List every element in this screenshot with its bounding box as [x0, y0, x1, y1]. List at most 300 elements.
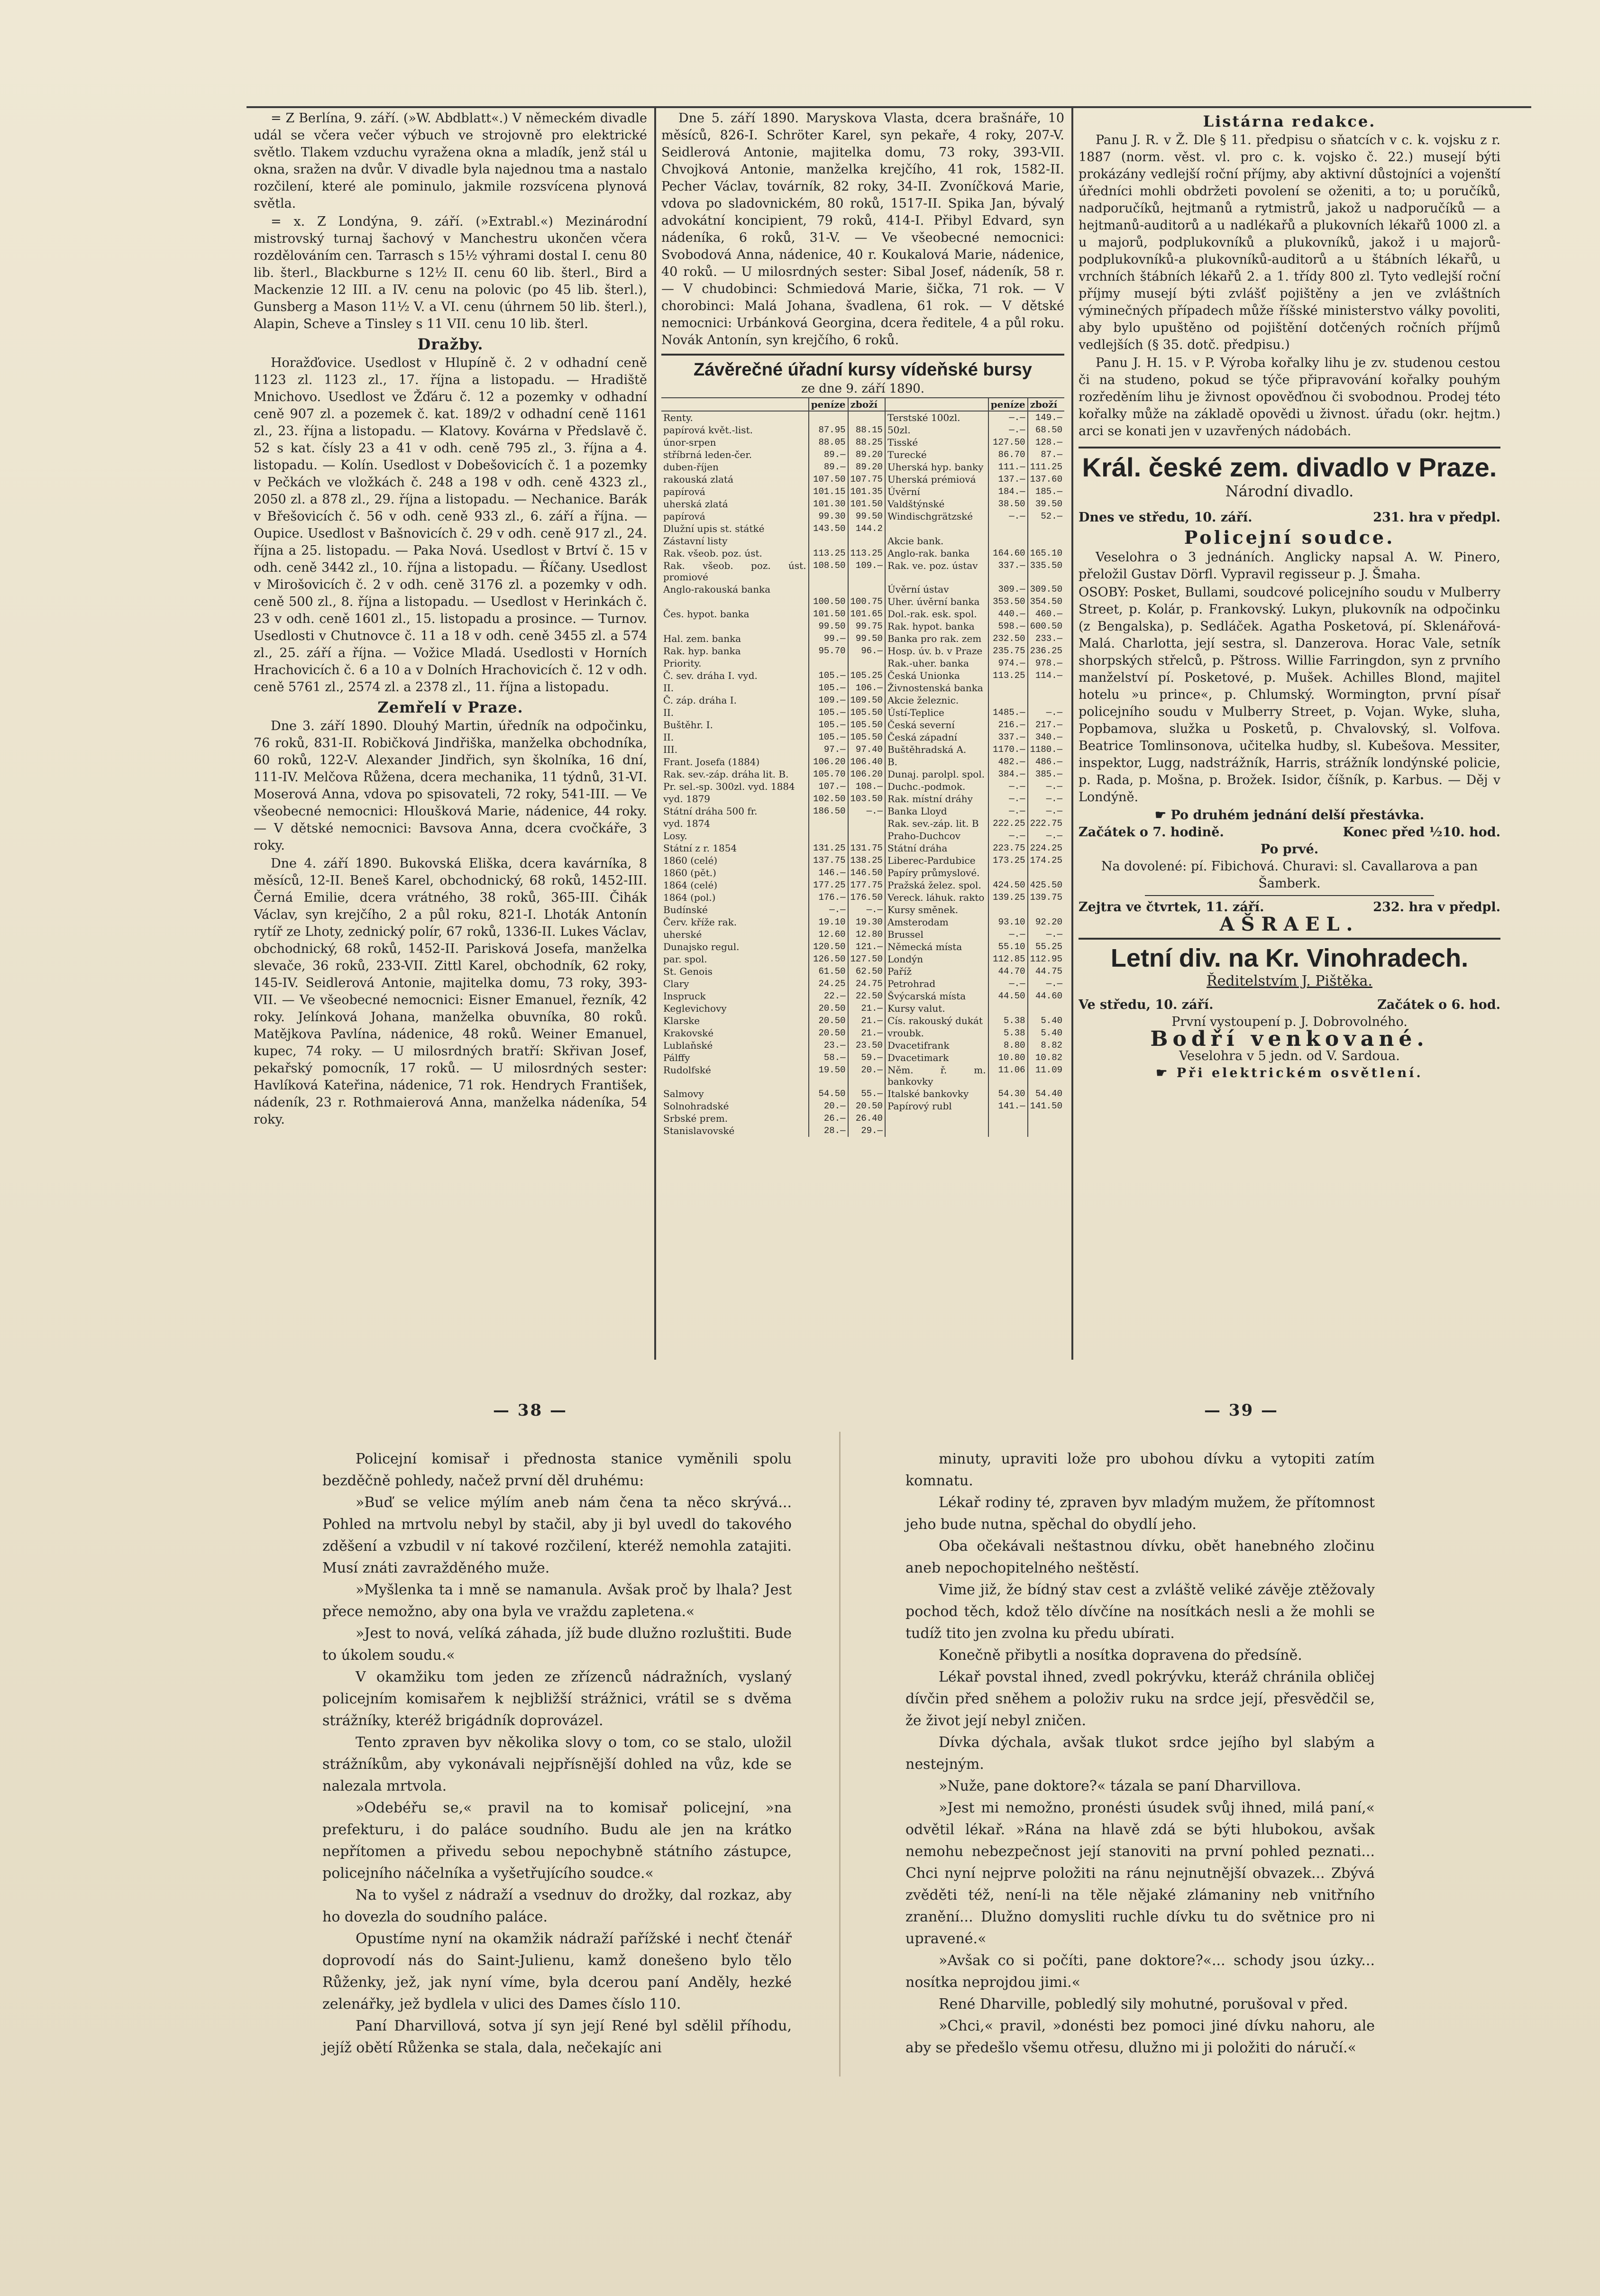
bourse-row: [661, 498, 1064, 510]
bourse-cell: Čes. hypot. banka: [661, 608, 809, 620]
bourse-row: [661, 694, 1064, 706]
bourse-cell: —.—: [1046, 707, 1062, 718]
bourse-cell: Uherská hyp. banky: [885, 461, 988, 473]
bourse-cell: Paříž: [885, 965, 988, 978]
bourse-cell: 235.75: [988, 645, 1028, 657]
bourse-cell: 20.50: [848, 1100, 885, 1112]
bourse-cell: stříbrná leden-čer.: [661, 448, 809, 461]
bourse-cell: Rak. hypot. banka: [885, 620, 988, 632]
bourse-cell: Dunajsko regul.: [661, 941, 809, 953]
bourse-cell: Česká západní: [885, 731, 988, 743]
bourse-cell: 353.50: [988, 595, 1028, 608]
bourse-cell: III.: [661, 743, 809, 756]
summer-play-description: Veselohra v 5 jedn. od V. Sardoua.: [1179, 1049, 1400, 1063]
bourse-cell: Rak. sev.-záp. lit. B: [885, 817, 988, 830]
bourse-cell: 19.10: [809, 916, 848, 928]
bourse-cell: 105.—: [809, 706, 848, 719]
column-news: [254, 110, 647, 1352]
bourse-cell: 89.—: [809, 448, 848, 461]
bourse-cell: 385.—: [1035, 769, 1062, 779]
bourse-cell: [1028, 522, 1064, 535]
bourse-cell: 173.25: [988, 854, 1028, 867]
bourse-cell: Akcie železnic.: [885, 694, 988, 706]
bourse-row: [661, 941, 1064, 953]
deaths-sept-4: Dne 4. září 1890. Bukovská Eliška, dcera kavárníka, 8 měsíců, 12-II. Beneš Karel, obchodnický, 68 roků, 1452-III. Černá Emilie, dcera vrátného, 38 roků, 365-III. Čihák Václav, syn krejčího, 2 a půl roku, 821-I. Lhoták Antonín rytíř ze Lhoty, zednický polír, 67 roků, 1336-II. Lukes Václav, obchodnický, 68 roků, 1452-II. Parisková Josefa, manželka slevače, 36 roků, 233-VII. Zittl Karel, obchodník, 62 roky, 145-IV. Seidlerová Antonie, majitelka domu, 73 roky, 393-VII. — Ve všeobecné nemocnici: Eisner Emanuel, řezník, 42 roky. Jelínková Johana, manželka obuvníka, 80 roků. Matějkova Pavlína, nádenice, 48 roků. Weiner Emanuel, kupec, 74 roky. — U milosrdných bratří: Skřivan Josef, pekařský pomocník, 17 roků. — U milosrdných sester: Havlíková Kateřina, nádenice, 71 rok. Hendrych František, nádeník, 23 r. Rothmaierová Anna, manželka nádeníka, 54 roky.: [254, 856, 647, 1127]
bourse-cell: 1170.—: [988, 743, 1028, 756]
bourse-cell: 54.50: [809, 1088, 848, 1100]
bourse-cell: 8.82: [1041, 1040, 1062, 1051]
deaths-sept-5: Dne 5. září 1890. Maryskova Vlasta, dcera brašnáře, 10 měsíců, 826-I. Schröter Karel, syn pekaře, 4 roky, 207-V. Seidlerová Antonie, majitelka domu, 73 roky, 393-VII. Chvojková Antonie, manželka krejčího, 41 rok, 1582-II. Pecher Václav, továrník, 82 roky, 34-II. Zvoníčková Marie, vdova po sladovnickém, 80 roků, 1517-II. Spika Jan, bývalý advokátní koncipient, 79 roků, 414-I. Přibyl Edvard, syn nádeníka, 6 roků, 31-V. — Ve všeobecné nemocnici: Svobodová Anna, nádenice, 40 r. Koukalová Marie, nádenice, 40 roků. — U milosrdných sester: Sibal Josef, nádeník, 58 r. — V chudobinci: Schmiedová Marie, šička, 71 rok. — V chorobinci: Malá Johana, švadlena, 61 rok. — V dětské nemocnici: Urbánková Georgina, dcera ředitele, 4 a půl roku. Novák Antonín, syn krejčího, 6 roků.: [661, 111, 1064, 348]
bourse-cell: 101.50: [809, 608, 848, 620]
bourse-row: [661, 1002, 1064, 1015]
bourse-cell: Rak. všeob. poz. úst.: [661, 547, 809, 559]
bourse-cell: papírová: [661, 510, 809, 522]
bourse-cell: [848, 535, 885, 547]
bourse-cell: 88.15: [848, 424, 885, 436]
bourse-cell: 38.50: [988, 498, 1028, 510]
bourse-cell: 1860 (celé): [661, 854, 809, 867]
bourse-row: [661, 510, 1064, 522]
bourse-cell: Uherská prémiová: [885, 473, 988, 485]
bourse-cell: Krakovské: [661, 1027, 809, 1039]
bourse-cell: 121.—: [848, 941, 885, 953]
bourse-cell: 384.—: [988, 768, 1028, 780]
bourse-cell: 109.50: [848, 694, 885, 706]
bourse-cell: 54.30: [988, 1088, 1028, 1100]
bourse-cell: 21.—: [848, 1027, 885, 1039]
bourse-cell: St. Genois: [661, 965, 809, 978]
play-cast: OSOBY: Posket, Bullami, soudcové policejního soudu v Mulberry Street, p. Kolár, p. Frankovský. Lukyn, plukovník na odpočinku (z Bengalska), p. Sedláček. Agatha Posketová, pí. Sklenářová-Malá. Charlotta, její sestra, sl. Danzerova. Horac Vale, setník shorpských střelců, p. Pštross. Willie Farringdon, syn z prvního manželství pí. Posketové, p. Mušek. Achilles Blond, majitel hotelu »u prince«, p. Chlumský. Wormington, první písař policejního soudu v Mulberry Street, p. Vojan. Wyke, sluha, Popbamova, služka u Posketů, p. Chvalovský, sl. Volfova. Beatrice Tomlinsonova, učitelka hudby, sl. Kubešova. Messiter, inspektor, Lugg, nadstrážník, Harris, strážník londýnské policie, p. Rada, p. Mošna, p. Brožek. Isidor, číšník, p. Karbus. — Děj v Londýně.: [1079, 585, 1500, 805]
bourse-row: [661, 756, 1064, 768]
bourse-cell: Salmovy: [661, 1088, 809, 1100]
bourse-cell: Dlužní upis st. státké: [661, 522, 809, 535]
bourse-cell: duben-říjen: [661, 461, 809, 473]
bourse-row: [661, 830, 1064, 842]
bourse-row: [661, 780, 1064, 793]
serial-paragraph: »Avšak co si počíti, pane doktore?«... schody jsou úzky... nosítka neprojdou jimi.«: [905, 1952, 1375, 1991]
bourse-cell: 112.85: [988, 953, 1028, 965]
serial-paragraph: »Odebéřu se,« pravil na to komisař policejní, »na prefekturu, i do paláce soudního. Budu ale jen na krátko nepřítomen a přivedu sebou nepochybně státního zástupce, policejního náčelníka a vyšetřujícího soudce.«: [322, 1800, 792, 1882]
bourse-cell: 1860 (pět.): [661, 867, 809, 879]
bourse-cell: [988, 682, 1028, 694]
bourse-cell: 137.75: [809, 854, 848, 867]
bourse-cell: 99.50: [848, 510, 885, 522]
today-row: [1079, 509, 1500, 526]
electric-lighting-note: ☛ Při elektrickém osvětlení.: [1156, 1066, 1423, 1080]
bourse-row: [661, 632, 1064, 645]
bourse-row: [661, 657, 1064, 669]
bourse-cell: Uher. úvěrní banka: [885, 595, 988, 608]
bourse-cell: —.—: [1046, 979, 1062, 989]
bourse-cell: 224.25: [1030, 843, 1062, 853]
bourse-cell: 11.06: [988, 1064, 1028, 1088]
bourse-cell: Windischgrätzské: [885, 510, 988, 522]
column-rule-2: [1071, 108, 1073, 1360]
bourse-cell: [809, 411, 848, 424]
bourse-cell: —.—: [809, 904, 848, 916]
bourse-row: [661, 978, 1064, 990]
heading-deaths: Zemřelí v Praze.: [377, 698, 523, 716]
bourse-row: [661, 953, 1064, 965]
bourse-cell: 100.50: [809, 595, 848, 608]
bourse-cell: Úvěrní: [885, 485, 988, 498]
times-row: [1079, 824, 1500, 841]
serial-paragraph: Tento zpraven byv několika slovy o tom, co se stalo, uložil strážníkům, aby vykonávali nejpřísnější dohled na vůz, kde se nalezala mrtvola.: [322, 1734, 792, 1794]
bourse-cell: Pálffy: [661, 1052, 809, 1064]
column-deaths-and-bourse: [661, 110, 1064, 1352]
bourse-cell: Rak.-uher. banka: [885, 657, 988, 669]
play-title: Policejní soudce.: [1184, 527, 1395, 548]
bourse-cell: 58.—: [809, 1052, 848, 1064]
bourse-cell: [809, 817, 848, 830]
bourse-cell: Brussel: [885, 928, 988, 941]
bourse-cell: 12.60: [809, 928, 848, 941]
bourse-cell: [1028, 867, 1064, 879]
bourse-cell: Švýcarská místa: [885, 990, 988, 1002]
bourse-cell: [848, 830, 885, 842]
bourse-cell: Dol.-rak. esk. spol.: [885, 608, 988, 620]
bourse-cell: —.—: [988, 830, 1028, 842]
bourse-row: [661, 473, 1064, 485]
bourse-row: [661, 485, 1064, 498]
bourse-cell: 22.—: [809, 990, 848, 1002]
bourse-cell: 5.40: [1041, 1015, 1062, 1026]
bourse-row: [661, 583, 1064, 595]
bourse-cell: 131.75: [848, 842, 885, 854]
lower-divider: [839, 1432, 841, 2076]
pointing-hand-icon: ☛: [1154, 808, 1171, 823]
bourse-cell: 101.30: [809, 498, 848, 510]
bourse-row: [661, 1027, 1064, 1039]
bourse-cell: [988, 904, 1028, 916]
bourse-cell: Italské bankovky: [885, 1088, 988, 1100]
bourse-row: [661, 461, 1064, 473]
bourse-cell: 223.75: [988, 842, 1028, 854]
today-show-number: 231. hra v předpl.: [1373, 510, 1500, 525]
bourse-cell: 20.50: [809, 1015, 848, 1027]
bourse-row: [661, 559, 1064, 583]
bourse-cell: 89.—: [809, 461, 848, 473]
bourse-header: [885, 398, 988, 411]
bourse-cell: [1028, 1112, 1064, 1125]
bourse-cell: 20.50: [809, 1027, 848, 1039]
bourse-cell: 86.70: [988, 448, 1028, 461]
heading-auctions: Dražby.: [417, 335, 484, 353]
bourse-cell: 100.75: [848, 595, 885, 608]
bourse-cell: Srbské prem.: [661, 1112, 809, 1125]
bourse-cell: 24.25: [809, 978, 848, 990]
bourse-cell: —.—: [988, 780, 1028, 793]
bourse-cell: B.: [885, 756, 988, 768]
bourse-row: [661, 842, 1064, 854]
letters-text-2: Panu J. H. 15. v P. Výroba kořalky lihu je zv. studenou cestou či na studeno, pokud se týče připravování kořalky pouhým rozředěním lihu je živnost opověďnou či svobodnou. Prodej této kořalky může na základě opovědi u živnost. úřadu (okr. hejtm.) arci se konati jen v uzavřených nádobách.: [1079, 356, 1500, 439]
bourse-cell: Akcie bank.: [885, 535, 988, 547]
bourse-cell: Terstské 100zl.: [885, 411, 988, 424]
news-berlin: = Z Berlína, 9. září. (»W. Abdblatt«.) V německém divadle udál se včera večer výbuch ve strojovně pro elektrické světlo. Tlakem vzduchu vyražena okna a mladík, jenž stál u okna, sražen na dvůr. V divadle byla najednou tma a nastalo rozčilení, které ale pominulo, jakmile rozsvícena plynová světla.: [254, 111, 647, 211]
bourse-cell: [809, 583, 848, 595]
bourse-cell: 55.—: [848, 1088, 885, 1100]
bourse-cell: [988, 522, 1028, 535]
bourse-cell: 89.20: [848, 448, 885, 461]
bourse-row: [661, 1100, 1064, 1112]
bourse-cell: [809, 830, 848, 842]
bourse-header: peníze: [988, 398, 1028, 411]
bourse-cell: —.—: [988, 424, 1028, 436]
bourse-cell: [885, 522, 988, 535]
bourse-cell: 354.50: [1030, 596, 1062, 607]
deaths-sept-3: Dne 3. září 1890. Dlouhý Martin, úředník na odpočinku, 76 roků, 831-II. Robičková Jindřiška, manželka obchodníka, 60 roků, 122-V. Alexander Jindřich, syn školníka, 16 dní, 111-IV. Melčova Růžena, dcera mechanika, 11 týdnů, 31-VI. Moserová Anna, vdova po spisovateli, 72 roky, 541-III. — Ve všeobecné nemocnici: Hloušková Marie, nádenice, 44 roky. — V dětské nemocnici: Bavsova Anna, dcera cvočkáře, 3 roky.: [254, 719, 647, 853]
tomorrow-date: Zejtra ve čtvrtek, 11. září.: [1079, 900, 1264, 915]
bourse-row: [661, 436, 1064, 448]
bourse-cell: 425.50: [1030, 880, 1062, 890]
bourse-cell: [809, 535, 848, 547]
bourse-row: [661, 1039, 1064, 1052]
bourse-cell: —.—: [988, 928, 1028, 941]
bourse-cell: 19.50: [809, 1064, 848, 1088]
premiere-note: Po prvé.: [1260, 842, 1319, 857]
bourse-row: [661, 1064, 1064, 1088]
bourse-cell: 127.50: [848, 953, 885, 965]
bourse-row: [661, 965, 1064, 978]
news-london-chess: = x. Z Londýna, 9. září. (»Extrabl.«) Mezinárodní mistrovský turnaj šachový v Manchestru ukončen včera rozdělováním cen. Tarrasch s 15½ výhrami dostal I. cenu 80 lib. šterl., Blackburne s 12½ II. cenu 60 lib. šterl., Bird a Mackenzie 12 III. a IV. cenu na polovic (po 45 lib. šterl.), Gunsberg a Mason 11½ V. a VI. cenu (úhrnem 50 lib. šterl.), Alapin, Scheve a Tinsley s 11 VII. cenu 10 lib. šterl.: [254, 214, 647, 331]
bourse-cell: Č. záp. dráha I.: [661, 694, 809, 706]
bourse-cell: 176.—: [809, 891, 848, 904]
bourse-cell: 120.50: [809, 941, 848, 953]
bourse-cell: 93.10: [988, 916, 1028, 928]
serial-paragraph: René Dharville, pobledlý sily mohutné, porušoval v před.: [939, 1996, 1348, 2012]
bourse-cell: 146.—: [809, 867, 848, 879]
bourse-row: [661, 522, 1064, 535]
bourse-cell: [988, 1002, 1028, 1015]
bourse-cell: 101.35: [848, 485, 885, 498]
bourse-row: [661, 867, 1064, 879]
bourse-row: [661, 424, 1064, 436]
bourse-cell: Renty.: [661, 411, 809, 424]
serial-page-right: [905, 1448, 1375, 2059]
bourse-row: [661, 1052, 1064, 1064]
bourse-row: [661, 682, 1064, 694]
bourse-cell: 107.—: [809, 780, 848, 793]
bourse-cell: 164.60: [988, 547, 1028, 559]
bourse-cell: [1028, 1125, 1064, 1137]
bourse-cell: 89.20: [848, 461, 885, 473]
bourse-cell: 440.—: [988, 608, 1028, 620]
pointing-hand-icon: ☛: [1156, 1066, 1177, 1080]
bourse-row: [661, 645, 1064, 657]
serial-paragraph: »Myšlenka ta i mně se namanula. Avšak proč by lhala? Jest přece nemožno, aby ona byla ve vraždu zapletena.«: [322, 1582, 792, 1620]
bourse-cell: 309.50: [1030, 584, 1062, 595]
bourse-cell: II.: [661, 682, 809, 694]
bourse-cell: 128.—: [1035, 437, 1062, 448]
column-letters-and-theatre: [1079, 110, 1500, 1352]
bourse-cell: 54.40: [1035, 1089, 1062, 1099]
bourse-cell: 28.—: [809, 1125, 848, 1137]
bourse-cell: Praho-Duchcov: [885, 830, 988, 842]
bourse-cell: 8.80: [988, 1039, 1028, 1052]
bourse-row: [661, 879, 1064, 891]
bourse-cell: 149.—: [1035, 412, 1062, 423]
bourse-cell: [885, 1125, 988, 1137]
bourse-row: [661, 706, 1064, 719]
bourse-cell: 62.50: [848, 965, 885, 978]
bourse-cell: 335.50: [1030, 560, 1062, 571]
bourse-cell: 112.95: [1030, 954, 1062, 964]
bourse-cell: 19.30: [848, 916, 885, 928]
bourse-cell: 114.—: [1035, 670, 1062, 681]
bourse-table: [661, 397, 1064, 1137]
bourse-cell: par. spol.: [661, 953, 809, 965]
serial-paragraph: »Jest to nová, velíká záhada, jíž bude dlužno rozluštiti. Bude to úkolem soudu.«: [322, 1625, 792, 1664]
bourse-cell: 186.50: [809, 805, 848, 817]
bourse-row: [661, 768, 1064, 780]
bourse-cell: [848, 657, 885, 669]
bourse-cell: Něm. ř. m. bankovky: [885, 1064, 988, 1088]
bourse-cell: 222.25: [988, 817, 1028, 830]
bourse-header: peníze: [809, 398, 848, 411]
bourse-cell: 52.—: [1041, 511, 1062, 521]
bourse-cell: 87.—: [1041, 449, 1062, 460]
bourse-cell: 105.25: [848, 669, 885, 682]
start-time: Začátek o 7. hodině.: [1079, 825, 1224, 840]
bourse-cell: Dunaj. parolpl. spol.: [885, 768, 988, 780]
bourse-cell: 44.75: [1035, 966, 1062, 977]
bourse-cell: 424.50: [988, 879, 1028, 891]
bourse-cell: 96.—: [848, 645, 885, 657]
bourse-cell: 99.50: [809, 620, 848, 632]
bourse-row: [661, 928, 1064, 941]
bourse-header: zboží: [1028, 398, 1064, 411]
bourse-cell: 88.25: [848, 436, 885, 448]
bourse-cell: Ústí-Teplice: [885, 706, 988, 719]
summer-theatre-ad: [1079, 938, 1500, 1082]
bourse-cell: Česká Unionka: [885, 669, 988, 682]
bourse-cell: 61.50: [809, 965, 848, 978]
bourse-row: [661, 620, 1064, 632]
bourse-row: [661, 731, 1064, 743]
bourse-cell: Úvěrní ústav: [885, 583, 988, 595]
bourse-cell: Vereck. láhuk. rakto: [885, 891, 988, 904]
bourse-cell: Liberec-Pardubice: [885, 854, 988, 867]
bourse-cell: Buštěhr. I.: [661, 719, 809, 731]
summer-play-title: Bodří venkované.: [1150, 1027, 1429, 1051]
serial-paragraph: Opustíme nyní na okamžik nádraží pařížské i nechť čtenář doprovodí nás do Saint-Julienu, kamž donešeno bylo tělo Růženky, jež, jak nyní víme, byla dcerou paní Anděly, hezké zelenářky, jež bydlela v ulici des Dames číslo 110.: [322, 1930, 792, 2012]
bourse-cell: Papírový rubl: [885, 1100, 988, 1112]
bourse-cell: Stanislavovské: [661, 1125, 809, 1137]
bourse-cell: 177.75: [848, 879, 885, 891]
bourse-cell: 176.50: [848, 891, 885, 904]
bourse-cell: 106.40: [848, 756, 885, 768]
bourse-cell: 138.25: [848, 854, 885, 867]
bourse-cell: 105.—: [809, 669, 848, 682]
bourse-cell: [1028, 1002, 1064, 1015]
bourse-cell: 68.50: [1035, 425, 1062, 435]
bourse-row: [661, 743, 1064, 756]
bourse-cell: 139.25: [988, 891, 1028, 904]
bourse-row: [661, 535, 1064, 547]
top-border-rule: [247, 106, 1531, 108]
bourse-cell: 337.—: [988, 731, 1028, 743]
serial-paragraph: »Chci,« pravil, »donésti bez pomoci jiné dívku nahoru, ale aby se předešlo všemu otřesu, dlužno mi ji položiti do náručí.«: [905, 2018, 1375, 2056]
bourse-cell: 50zl.: [885, 424, 988, 436]
bourse-cell: Lublaňské: [661, 1039, 809, 1052]
bourse-cell: 105.—: [809, 731, 848, 743]
bourse-cell: [885, 1112, 988, 1125]
bourse-cell: [661, 595, 809, 608]
intermission-note: ☛ Po druhém jednání delší přestávka.: [1154, 808, 1425, 823]
bourse-cell: 460.—: [1035, 609, 1062, 619]
bourse-cell: 113.25: [809, 547, 848, 559]
bourse-cell: —.—: [1046, 806, 1062, 816]
bourse-cell: [988, 867, 1028, 879]
bourse-cell: 141.—: [988, 1100, 1028, 1112]
bourse-row: [661, 547, 1064, 559]
serial-page-left: [322, 1448, 792, 2059]
bourse-cell: 55.10: [988, 941, 1028, 953]
bourse-row: [661, 904, 1064, 916]
bourse-cell: 24.75: [848, 978, 885, 990]
bourse-cell: 337.—: [988, 559, 1028, 583]
bourse-cell: 101.50: [848, 498, 885, 510]
summer-theatre-direction: Ředitelstvím J. Pištěka.: [1207, 973, 1372, 989]
bourse-cell: [848, 583, 885, 595]
bourse-cell: Duchc.-podmok.: [885, 780, 988, 793]
bourse-cell: 1864 (pol.): [661, 891, 809, 904]
bourse-cell: 486.—: [1035, 757, 1062, 767]
bourse-cell: 111.25: [1030, 462, 1062, 472]
bourse-cell: vyd. 1874: [661, 817, 809, 830]
bourse-cell: 1485.—: [988, 706, 1028, 719]
bourse-cell: 108.—: [848, 780, 885, 793]
bourse-cell: Rak. sev.-záp. dráha lit. B.: [661, 768, 809, 780]
bourse-cell: 111.—: [988, 461, 1028, 473]
bourse-cell: 340.—: [1035, 732, 1062, 742]
bourse-cell: 137.60: [1030, 474, 1062, 485]
bourse-cell: Anglo-rakouská banka: [661, 583, 809, 595]
bourse-row: [661, 817, 1064, 830]
serial-paragraph: minuty, upraviti lože pro ubohou dívku a vytopiti zatím komnatu.: [905, 1451, 1375, 1489]
bourse-cell: II.: [661, 706, 809, 719]
bourse-header: [661, 398, 809, 411]
bourse-cell: Valdštýnské: [885, 498, 988, 510]
bourse-cell: Kursy valut.: [885, 1002, 988, 1015]
bourse-cell: uherské: [661, 928, 809, 941]
bourse-cell: 127.50: [988, 436, 1028, 448]
bourse-cell: 23.50: [848, 1039, 885, 1052]
bourse-cell: —.—: [1046, 929, 1062, 940]
bourse-cell: 217.—: [1035, 720, 1062, 730]
serial-paragraph: »Jest mi nemožno, pronésti úsudek svůj ihned, milá paní,« odvětil lékař. »Rána na hlavě zdá se býti hlubokou, avšak nemohu nebezpečnost její stanoviti na první pohled peznati... Chci nyní nejprve položiti na ránu nejnutnější obvazek... Zbývá zvěděti též, není-li na těle nějaké zlámaniny neb vnitřního zranění... Dlužno domysliti ruchle dívku tu do světnice pro ni upravené.«: [905, 1800, 1375, 1947]
summer-theatre-title: Letní div. na Kr. Vinohradech.: [1110, 944, 1469, 972]
bourse-cell: [1028, 904, 1064, 916]
bourse-cell: 131.25: [809, 842, 848, 854]
play-description: Veselohra o 3 jednáních. Anglicky napsal A. W. Pinero, přeložil Gustav Dörfl. Vypravil regisseur p. J. Šmaha.: [1079, 550, 1500, 582]
bourse-cell: Papíry průmyslové.: [885, 867, 988, 879]
bourse-cell: Hosp. úv. b. v Praze: [885, 645, 988, 657]
bourse-cell: —.—: [988, 793, 1028, 805]
bourse-cell: [988, 1125, 1028, 1137]
bourse-row: [661, 719, 1064, 731]
bourse-cell: 21.—: [848, 1002, 885, 1015]
bourse-cell: 5.38: [988, 1027, 1028, 1039]
bourse-cell: Londýn: [885, 953, 988, 965]
bourse-cell: 184.—: [988, 485, 1028, 498]
bourse-cell: —.—: [988, 510, 1028, 522]
bourse-cell: 105.—: [809, 719, 848, 731]
bourse-cell: 99.75: [848, 620, 885, 632]
bourse-cell: 109.—: [809, 694, 848, 706]
bourse-cell: 105.50: [848, 719, 885, 731]
summer-start: Začátek o 6. hod.: [1377, 997, 1500, 1012]
